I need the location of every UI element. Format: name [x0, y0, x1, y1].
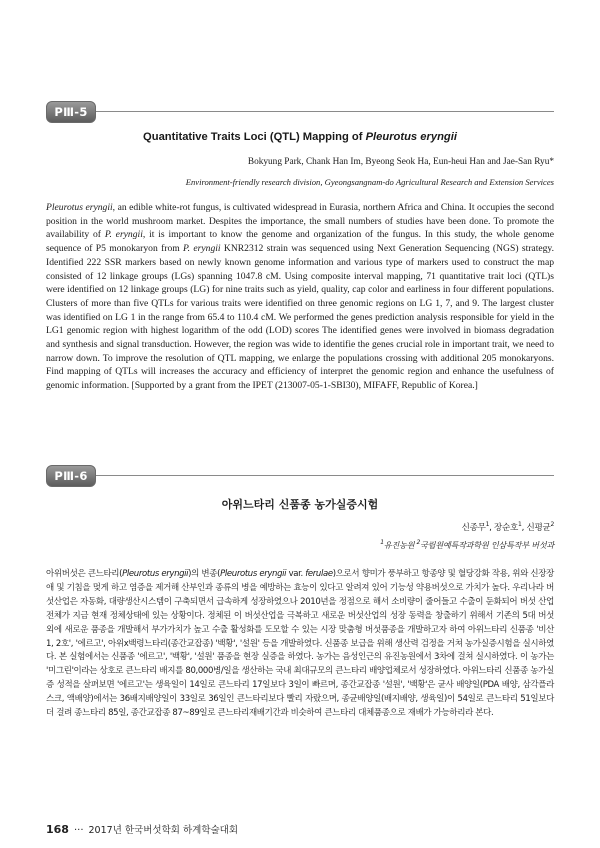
author-1-sup: 1 [485, 521, 490, 528]
author-3-sup: 2 [550, 521, 554, 528]
paper-title-en [46, 131, 554, 143]
section-badge-p3-5: PⅢ-5 [46, 101, 96, 123]
author-2: 장순호 [494, 523, 519, 533]
page-number: 168 [46, 823, 69, 836]
abstract-ko [46, 568, 554, 721]
affil-org-2: 국립원예특작과학원 인삼특작부 버섯과 [420, 540, 554, 550]
authors-ko [462, 521, 554, 533]
affiliation-en: Environment-friendly research division, Gyeongsangnam-do Agricultural Research and Extension Services [185, 177, 554, 187]
abstract-ko-text [46, 568, 554, 721]
abstract-text-1: , an edible white-rot fungus, is cultivated widespread in Eurasia, northern Africa and China. It occupies the second position in the world mushroom market. Despites the importance, the small numbers of studies have been done. To promote the availability of [46, 202, 555, 241]
author-sep-2: , [521, 523, 527, 533]
ko-species-1: Pleurotus eryngii [122, 569, 189, 579]
affil-org-1: 유진농원 [383, 540, 417, 550]
author-2-sup: 1 [518, 521, 522, 528]
abstract-en [46, 201, 554, 393]
abstract-text-3: KNR2312 strain was sequenced using Next Generation Sequencing (NGS) strategy. Identified 222 SSR markers based on newly known genome information and various type of markers used to construct the map consisted of 12 linkage groups (LGs) spanning 1047.8 cM. Using composite interval mapping, 71 quantitative trait loci (QTL)s were identified on 12 linkage groups (LG) for nine traits such as yield, quality, cap color and earliness in four different populations. Clusters of more than five QTLs for various traits were identified on three genomic regions on LG 1, 7, and 9. The largest cluster was identified on LG 1 in the range from 65.4 to 110.4 cM. We performed the genes prediction analysis responsible for yield in the LG1 genomic region with highest logarithm of the odd (LOD) scores The identified genes were involved in biomass degradation and synthesis and signal transduction. However, the region was wide to identifie the genes crucial role in important trait, we need to narrow down. To improve the resolution of QTL mapping, we enlarge the populations crossing with additional 205 monokaryons. Find mapping of QTLs will increases the accuracy and efficiency of interpret the genomic region and enhance the usefulness of genomic information. [Supported by a grant from the IPET (213007-05-1-SBI30), MIFAFF, Republic of Korea.] [46, 243, 554, 392]
title-prefix: Quantitative Traits Loci (QTL) Mapping of [143, 131, 366, 143]
abstract-species-1: Pleurotus eryngii [46, 202, 113, 213]
ko-text-4: )으로서 향미가 풍부하고 항종양 및 혈당강화 작용, 위와 신장장애 및 기침을 멎게 하고 염증을 제거해 산부인과 종류의 병을 예방하는 효능이 있다고 알려져 있어 기능성 약용버섯으로 가치가 높다. 우리나라 버섯산업은 자동화, 대량생산시스템이 구축되면서 급속하게 성장하였으나 2010년을 정점으로 해서 소비량이 줄어들고 수출이 둔화되어 버섯 산업 전체가 지금 현재 정체상태에 있는 상황이다. 정체된 이 버섯산업을 극복하고 새로운 버섯산업의 성장 동력을 창출하기 위해서 기존의 5대 버섯 외에 새로운 품종을 개발해서 부가가치가 높고 수출 활성화를 도모할 수 있는 시장 맞춤형 버섯품종을 개발하고자 하여 아위느타리 신품종 '비산 1, 2호', '에르고', 아위x백령느타리(종간교잡종) '백황', '설원' 등을 개발하였다. 신품종 보급을 위해 생산력 검정을 거쳐 농가실증시험을 실시하였다. 본 실험에서는 신품종 '에르고', '백황', '설원' 품종을 현장 실증을 하였다. 농가는 음성인근의 유진농원에서 3차에 걸쳐 실시하였다. 이 농가는 '미그린'이라는 상호로 큰느타리 배지를 80,000병/일을 생산하는 국내 최대규모의 큰느타리 배양업체로서 성장하였다. 아위느타리 신품종 농가실증 성적을 살펴보면 '에르고'는 생육일이 14일로 큰느타리 17일보다 3일이 빠르며, 종간교잡종 '설원', '백황'은 균사 배양일(PDA 배양, 삼각플라스크, 액배양)에서는 36배지배양일이 33일로 36일인 큰느타리보다 빨리 자랐으며, 종균배양일(배지배양, 생육일)이 54일로 큰느타리 51일보다 더 걸려 종느타리 85일, 종간교잡종 87~89일로 큰느타리재배기간과 비슷하여 큰느타리 대체품종으로 재배가 가능하리라 본다. [46, 569, 554, 719]
abstract-species-3: P. eryngii [183, 243, 221, 255]
authors-en: Bokyung Park, Chank Han Im, Byeong Seok Ha, Eun-heui Han and Jae-San Ryu* [247, 157, 554, 167]
page-footer [46, 822, 238, 836]
abstract-species-2: P. eryngii [104, 229, 143, 241]
ko-species-3: ferulae [305, 569, 333, 579]
ko-text-2: )의 변종( [188, 569, 221, 579]
section-badge-p3-6: PⅢ-6 [46, 465, 96, 487]
affiliation-ko [380, 540, 554, 551]
affil-sup-2: 2 [416, 539, 421, 546]
author-1: 신종무 [461, 523, 486, 533]
section-divider [96, 111, 554, 112]
ko-text-3: var. [286, 569, 306, 579]
abstract-text-2: , it is important to know the genome and organization of the fungus. In this study, the whole genome sequence of P5 monokaryon from [46, 229, 554, 255]
author-3: 신평균 [526, 523, 551, 533]
title-species: Pleurotus eryngii [365, 131, 457, 143]
abstract-en-text [46, 201, 554, 393]
ko-text-1: 아위버섯은 큰느타리( [46, 569, 123, 579]
author-sep-1: , [489, 523, 495, 533]
footer-conference: 2017년 한국버섯학회 하계학술대회 [88, 825, 239, 836]
footer-dots: ··· [73, 825, 84, 836]
affil-sup-1: 1 [380, 539, 384, 546]
paper-title-ko: 아위느타리 신품종 농가실증시험 [221, 498, 379, 511]
section-divider-2 [96, 475, 554, 476]
ko-species-2: Pleurotus eryngii [220, 569, 287, 579]
